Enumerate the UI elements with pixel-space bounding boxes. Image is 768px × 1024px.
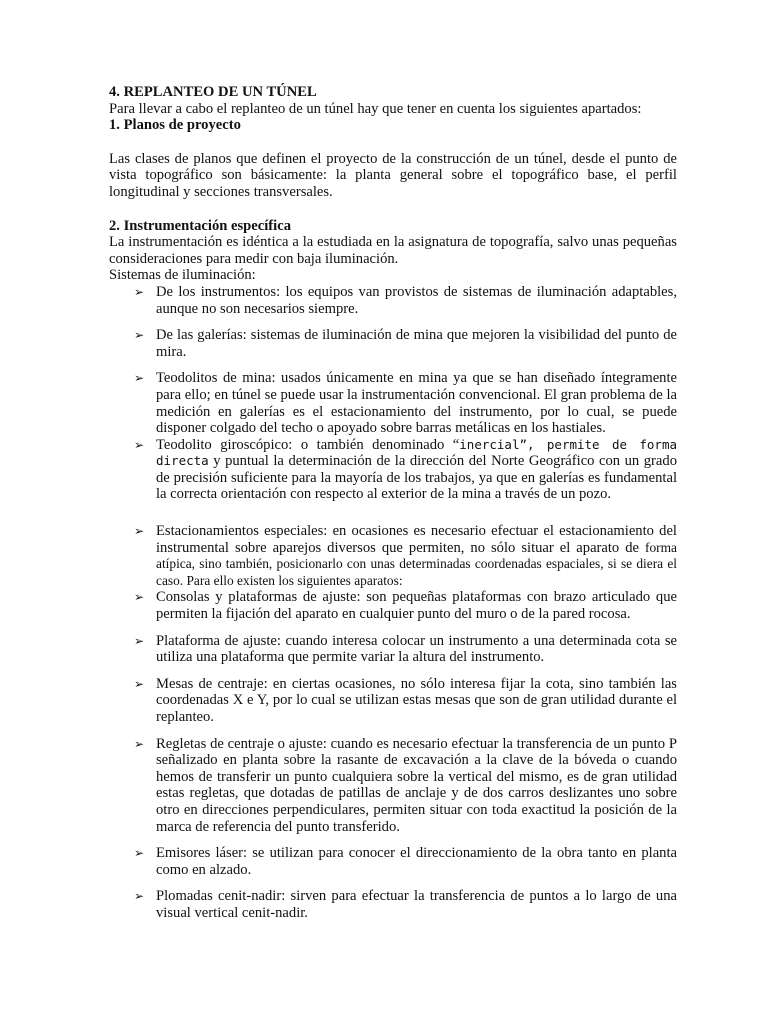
list-item: ➢ Emisores láser: se utilizan para conocer el direccionamiento de la obra tanto en planta como en alzado.	[134, 845, 677, 878]
section-2-body: La instrumentación es idéntica a la estudiada en la asignatura de topografía, salvo unas pequeñas consideraciones para medir con baja iluminación.	[109, 234, 677, 267]
arrow-bullet-icon: ➢	[134, 524, 145, 539]
section-1-body: Las clases de planos que definen el proyecto de la construcción de un túnel, desde el punto de vista topográfico son básicamente: la planta general sobre el topográfico base, el perfil longitudinal y secciones transversales.	[109, 150, 677, 200]
list-item: ➢ Mesas de centraje: en ciertas ocasiones, no sólo interesa fijar la cota, sino también las coordenadas X e Y, por lo cual se utilizan estas mesas que son de gran utilidad durante el replanteo.	[134, 675, 677, 725]
intro-paragraph: Para llevar a cabo el replanteo de un túnel hay que tener en cuenta los siguientes apartados:	[109, 100, 642, 117]
bullet-list	[109, 284, 677, 922]
section-1-heading: 1. Planos de proyecto	[109, 117, 241, 134]
list-item: ➢ Teodolito giroscópico: o también denominado “inercial”, permite de forma directa y puntual la determinación de la dirección del Norte Geográfico con un grado de precisión suficiente para la mayoría de los trabajos, ya que en galerías es fundamental la correcta orientación con respecto al exterior de la mina a través de un pozo.	[134, 436, 677, 503]
arrow-bullet-icon: ➢	[134, 590, 145, 605]
arrow-bullet-icon: ➢	[134, 284, 145, 299]
arrow-bullet-icon: ➢	[134, 889, 145, 904]
arrow-bullet-icon: ➢	[134, 437, 145, 452]
list-item: ➢ Plomadas cenit-nadir: sirven para efectuar la transferencia de puntos a lo largo de una visual vertical cenit-nadir.	[134, 888, 677, 921]
arrow-bullet-icon: ➢	[134, 371, 145, 386]
arrow-bullet-icon: ➢	[134, 633, 145, 648]
arrow-bullet-icon: ➢	[134, 846, 145, 861]
list-item: ➢ Regletas de centraje o ajuste: cuando es necesario efectuar la transferencia de un punto P señalizado en planta sobre la rasante de excavación a la clave de la bóveda o cuando hemos de transferir un punto cualquiera sobre la vertical del mismo, es de gran utilidad estas regletas, que dotadas de patillas de anclaje y de dos carros deslizantes uno sobre otro en direcciones perpendiculares, permiten situar con toda exactitud la posición de la marca de referencia del punto transferido.	[134, 735, 677, 835]
document-body	[109, 84, 677, 922]
section-2-heading: 2. Instrumentación específica	[109, 217, 291, 234]
list-item: ➢ Teodolitos de mina: usados únicamente en mina ya que se han diseñado íntegramente para ello; en túnel se puede usar la instrumentación convencional. El gran problema de la medición en galerías es el estacionamiento del instrumento, por lo cual, se puede disponer colgado del techo o apoyado sobre barras metálicas en los hastiales.	[134, 370, 677, 437]
list-item: ➢ Estacionamientos especiales: en ocasiones es necesario efectuar el estacionamiento del instrumental sobre aparejos diversos que permiten, no sólo situar el aparato de forma atípica, sino también, posicionarlo con unas determinadas coordenadas espaciales, si se diera el caso. Para ello existen los siguientes aparatos:	[134, 523, 677, 588]
list-item: ➢ Consolas y plataformas de ajuste: son pequeñas plataformas con brazo articulado que permiten la fijación del aparato en cualquier punto del muro o de la pared rocosa.	[134, 589, 677, 623]
section-2-subheading: Sistemas de iluminación:	[109, 267, 256, 284]
arrow-bullet-icon: ➢	[134, 676, 145, 691]
list-item: ➢ De los instrumentos: los equipos van provistos de sistemas de iluminación adaptables, aunque no son necesarios siempre.	[134, 283, 677, 317]
arrow-bullet-icon: ➢	[134, 328, 145, 343]
document-title: 4. REPLANTEO DE UN TÚNEL	[109, 84, 317, 100]
list-item: ➢ Plataforma de ajuste: cuando interesa colocar un instrumento a una determinada cota se utiliza una plataforma que permite variar la altura del instrumento.	[134, 632, 677, 666]
arrow-bullet-icon: ➢	[134, 736, 145, 751]
list-item: ➢ De las galerías: sistemas de iluminación de mina que mejoren la visibilidad del punto de mira.	[134, 327, 677, 360]
